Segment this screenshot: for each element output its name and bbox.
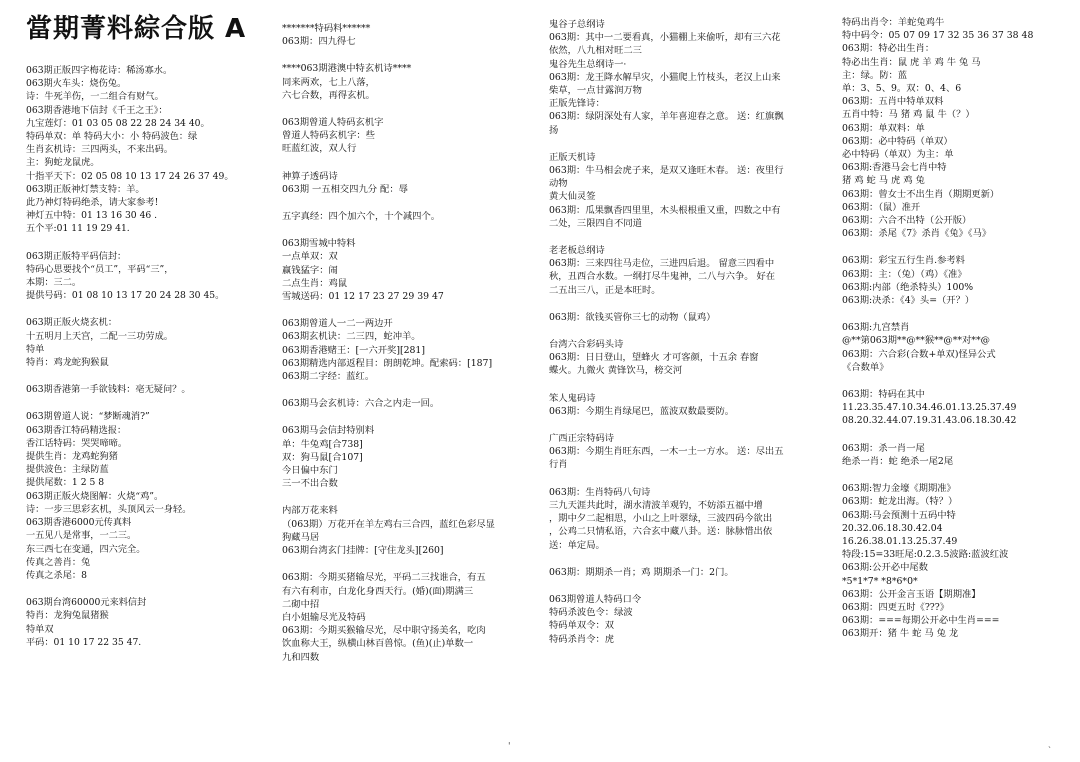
text-line: 063期香港赌王：[一六开奖][281] — [282, 344, 425, 356]
text-line: 063期台湾60000元来料信封 — [26, 597, 147, 609]
text-line: 饮血称大王，纵横山林百兽惊。(鱼)(止)单数一 — [282, 638, 474, 650]
text-block — [26, 250, 281, 303]
text-line: 063期：蛇龙出海。（特？） — [842, 496, 958, 508]
text-block — [842, 388, 1074, 428]
text-line: 063期：今期买猪输尽光，平码二三找谁合，有五 — [282, 572, 486, 584]
text-block — [549, 432, 831, 472]
text-block — [842, 482, 1074, 640]
text-line: 单：牛兔鸡[合738] — [282, 438, 363, 450]
column-1 — [26, 14, 281, 663]
text-line: 特肖：鸡龙蛇狗猴鼠 — [26, 357, 109, 369]
text-line: 行肖 — [549, 459, 568, 471]
text-line: 此乃神灯特码绝杀，请大家参考! — [26, 197, 159, 209]
page-title: 當期菁料綜合版 A — [26, 14, 247, 44]
text-line: 三一不出合数 — [282, 478, 338, 490]
text-line: 台湾六合彩码头诗 — [549, 339, 624, 351]
text-line: 狗藏马居 — [282, 531, 320, 543]
text-line: 有六有利市，白龙化身西天行。(婚)(面)期满三 — [282, 585, 474, 597]
text-line: 063期：生肖特码八句诗 — [549, 486, 651, 498]
text-line: 063期曾道人特码玄机字 — [282, 117, 384, 129]
text-line: 二点生肖：鸡鼠 — [282, 277, 348, 289]
text-line: 063期曾道人特码口令 — [549, 593, 642, 605]
text-block — [282, 571, 540, 663]
text-line: 063期台湾玄门挂牌：[守住龙头][260] — [282, 545, 444, 557]
text-line: 提供尾数：1 2 5 8 — [26, 477, 105, 489]
text-line: 双：狗马鼠[合107] — [282, 451, 363, 463]
text-line: 内部万花来料 — [282, 505, 338, 517]
text-line: 提供号码：01 08 10 13 17 20 24 28 30 45。 — [26, 290, 225, 302]
text-line: ，公鸡二只情私语，六合玄中藏八卦。送：脉脉惜出依 — [549, 526, 773, 538]
column-4 — [842, 16, 1074, 655]
text-line: 今日偏中东门 — [282, 465, 338, 477]
text-line: 曾道人特码玄机字：些 — [282, 130, 375, 142]
text-line: 063期：公开金言玉语【期期准】 — [842, 588, 981, 600]
text-line: 063期 一五相交四九分 配：辱 — [282, 183, 408, 195]
text-block — [26, 316, 281, 369]
text-line: 柴草，一点甘露润万物 — [549, 85, 642, 97]
text-line: 九和四数 — [282, 651, 320, 663]
text-line: 一点单双：双 — [282, 251, 338, 263]
text-line: 猪 鸡 蛇 马 虎 鸡 兔 — [842, 175, 925, 187]
text-line: 063期：彩宝五行生肖.参考料 — [842, 255, 965, 267]
text-block — [26, 64, 281, 236]
text-line: 黄大仙灵签 — [549, 191, 596, 203]
text-line: 063期：今期生肖旺东西，一木一土一方水。 送：尽出五 — [549, 446, 784, 458]
text-line: 神算子透码诗 — [282, 170, 338, 182]
text-line: 扬 — [549, 124, 559, 136]
text-line: 五个平:01 11 19 29 41. — [26, 223, 130, 235]
text-line: 特码单双令：双 — [549, 620, 615, 632]
text-line: 诗：牛死羊伤，一二组合有财气。 — [26, 91, 164, 103]
text-line: 063期：===每期公开必中生肖=== — [842, 615, 1000, 627]
text-block — [282, 397, 540, 410]
text-line: 二处，三限四自不同道 — [549, 217, 642, 229]
text-line: 063期香江特码精选报： — [26, 424, 127, 436]
text-line: 提供生肖：龙鸡蛇狗猪 — [26, 451, 118, 463]
text-block — [282, 317, 540, 383]
text-line: 正版先锋诗： — [549, 98, 605, 110]
text-block — [549, 311, 831, 324]
text-line: 063期:决杀：《4》头=（开？） — [842, 295, 975, 307]
text-line: 063期：单双料：单 — [842, 122, 925, 134]
text-line: 主：狗蛇龙鼠虎。 — [26, 157, 100, 169]
text-line: 063期：六合彩(合数+单双)怪异公式 — [842, 348, 996, 360]
text-line: 20.32.06.18.30.42.04 — [842, 522, 943, 534]
text-line: 063期马会信封特别料 — [282, 425, 375, 437]
text-line: 063期：绿阴深处有人家，羊年喜迎春之意。 送：红旗飘 — [549, 111, 784, 123]
text-line: 063期：特码在其中 — [842, 389, 925, 401]
text-line: 063期：杀尾《7》杀肖《兔》《马》 — [842, 228, 992, 240]
text-block — [282, 237, 540, 303]
text-block — [549, 18, 831, 137]
text-line: 063期：日日登山，望蜂火 才可客颜，十五余 春窗 — [549, 352, 759, 364]
text-line: 传真之杀尾：8 — [26, 569, 87, 581]
text-line: 九宝莲灯：01 03 05 08 22 28 24 34 40。 — [26, 117, 210, 129]
text-line: 正版天机诗 — [549, 151, 596, 163]
text-block — [26, 596, 281, 649]
text-line: 鬼谷子总纲诗 — [549, 19, 605, 30]
text-line: 特码心思要找个“员工”，平码“三”， — [26, 263, 174, 275]
text-line: 063期雪城中特料 — [282, 238, 356, 250]
text-line: 十五明月上天宫，二配一三功劳成。 — [26, 330, 173, 342]
text-line: 063期:内部（绝杀特头）100% — [842, 281, 974, 293]
text-line: 063期:马会预测十五码中特 — [842, 509, 956, 521]
text-line: 特肖：龙狗兔鼠猪猴 — [26, 610, 109, 622]
text-line: 雪城送码：01 12 17 23 27 29 39 47 — [282, 291, 444, 303]
text-line: 旺蓝红波，双人行 — [282, 143, 357, 155]
text-line: 赢钱猛字：闹 — [282, 264, 338, 276]
text-line: 特单 — [26, 343, 45, 355]
text-line: 十指平天下：02 05 08 10 13 17 24 26 37 49。 — [26, 170, 234, 182]
text-line: 063期：五肖中特单双料 — [842, 96, 944, 108]
text-line: 063期：欲钱买管你三七的动物（鼠鸡） — [549, 311, 716, 323]
text-block — [26, 383, 281, 396]
text-line: 063期：龙王降水解早灾，小猫爬上竹枝头，老汉上山来 — [549, 71, 781, 83]
text-line: 必中特码（单双）为主：单 — [842, 149, 954, 161]
text-line: 063期：四九得七 — [282, 36, 356, 48]
text-line: 动物 — [549, 178, 568, 190]
text-line: 063期曾道人一二一两边开 — [282, 318, 393, 330]
text-line: 063期:公开必中尾数 — [842, 562, 928, 574]
text-line: （063期）万花开在羊左鸡右三合四，蓝红色彩尽显 — [282, 518, 495, 530]
text-line: 063期：曾女士不出生肖（期期更新） — [842, 188, 1000, 200]
text-block — [282, 22, 540, 48]
text-line: 送：单定局。 — [549, 539, 605, 551]
text-block — [549, 338, 831, 378]
text-line: 同来两欢，七上八落， — [282, 76, 375, 88]
text-line: 063期:九宫禁肖 — [842, 322, 910, 334]
text-line: 063期开：猪 牛 蛇 马 兔 龙 — [842, 628, 959, 640]
text-line: 063期：特必出生肖： — [842, 43, 935, 55]
text-line: 063期曾道人说：“梦断魂消?” — [26, 411, 150, 423]
text-line: 063期火车头：烧伤兔。 — [26, 78, 127, 90]
text-line: 063期正版火烧玄机： — [26, 317, 118, 329]
scan-mark: ˎ — [1048, 739, 1051, 749]
text-line: ，期中夕二起相思，小山之上叶翠绿，三波四码今欲出 — [549, 513, 773, 525]
text-line: 一五见八是常事，一二三。 — [26, 530, 137, 542]
text-block — [549, 244, 831, 297]
text-line: 063期玄机诀：二三四，蛇冲羊。 — [282, 331, 421, 343]
text-line: 五肖中特：马 猪 鸡 鼠 牛（？） — [842, 109, 975, 121]
text-line: 笨人鬼码诗 — [549, 392, 596, 404]
text-line: 神灯五中特：01 13 16 30 46 . — [26, 210, 158, 222]
text-line: 063期：其中一二要看真，小猫棚上来偷听，却有三六花 — [549, 32, 781, 44]
text-block — [842, 442, 1074, 468]
text-line: 063期：三来四往马走位，三进四后退。 留意三四看中 — [549, 258, 775, 270]
text-line: 诗：一步三思彩玄机，头顶风云一身轻。 — [26, 503, 192, 515]
text-block — [282, 116, 540, 156]
text-line: @**第063期**@**猴**@**对**@ — [842, 335, 990, 347]
text-line: 063期：必中特码（单双） — [842, 135, 953, 147]
text-line: 三九天涯共此时，湖水清波羊观钓，不妨添五福中增 — [549, 499, 763, 511]
text-line: 绝杀一肖：蛇 绝杀一尾2尾 — [842, 455, 954, 467]
text-line: 广西正宗特码诗 — [549, 433, 615, 445]
text-line: 本期：三二。 — [26, 277, 82, 289]
text-line: 二五出三八，正是本旺时。 — [549, 284, 661, 296]
text-line: 主：绿。防：蓝 — [842, 69, 908, 81]
text-line: 063期：今期生肖绿尾巴，蓝波双数最要防。 — [549, 405, 735, 417]
text-line: 063期：牛马相会虎子来，是双又逢旺木春。 送：夜里行 — [549, 165, 784, 177]
text-line: 东三西七在变通，四六完全。 — [26, 543, 146, 555]
text-block — [282, 210, 540, 223]
text-line: 《合数单》 — [842, 361, 889, 373]
text-block — [842, 321, 1074, 374]
text-line: 063期马会玄机诗：六合之内走一回。 — [282, 398, 440, 410]
text-line: 063期香港第一手欲钱料：亳无疑问？。 — [26, 384, 191, 396]
text-block — [282, 62, 540, 102]
text-line: 平码：01 10 17 22 35 47. — [26, 636, 142, 648]
text-line: 063期:香港马会七肖中特 — [842, 162, 947, 174]
text-block — [26, 410, 281, 582]
text-line: 063期:智力金壕《期期准》 — [842, 483, 956, 495]
text-line: 063期精选内部返程目：朗朗乾坤。配索码：[187] — [282, 357, 493, 369]
text-block — [282, 424, 540, 490]
text-line: 063期香港地下信封《千王之王》： — [26, 104, 168, 116]
text-line: 特码出肖令：羊蛇兔鸡牛 — [842, 17, 945, 28]
text-line: 生肖玄机诗：三四两头，不来出码。 — [26, 144, 173, 156]
text-block — [549, 593, 831, 646]
text-line: 063期：杀一肖一尾 — [842, 442, 925, 454]
text-block — [549, 392, 831, 418]
text-line: 特码杀波色令：绿波 — [549, 607, 633, 619]
column-2 — [282, 22, 540, 678]
text-line: 063期正版特平码信封： — [26, 250, 127, 262]
text-block — [282, 504, 540, 557]
text-line: 特码单双：单 特码大小：小 特码波色：绿 — [26, 131, 198, 143]
text-line: 063期：期期杀一肖；鸡 期期杀一门：2门。 — [549, 566, 734, 578]
text-line: 二砌中招 — [282, 598, 320, 610]
text-line: 鬼谷先生总纲诗一· — [549, 58, 627, 70]
text-line: 香江话特码：哭哭啼啼。 — [26, 437, 128, 449]
text-line: *******特码料****** — [282, 23, 371, 34]
text-line: 特必出生肖：鼠 虎 羊 鸡 牛 兔 马 — [842, 56, 981, 68]
text-line: 白小姐输尽光及特码 — [282, 611, 366, 623]
text-block — [549, 566, 831, 579]
text-block — [282, 170, 540, 196]
text-line: 063期：主：（兔）（鸡）《准》 — [842, 268, 967, 280]
text-line: 11.23.35.47.10.34.46.01.13.25.37.49 — [842, 402, 1017, 414]
text-line: 063期：瓜果飘香四里里，木头根根重又重，四数之中有 — [549, 204, 781, 216]
text-block — [842, 16, 1074, 240]
text-line: ****063期港澳中特玄机诗**** — [282, 63, 412, 75]
text-line: 特单双 — [26, 623, 54, 635]
text-line: 传真之善肖：兔 — [26, 556, 91, 568]
text-line: 063期：今期买猴输尽光，尽中职守扬美名，吃肉 — [282, 625, 486, 637]
text-block — [549, 151, 831, 230]
text-line: 蝶火。九微火 黄锋饮马，榜交河 — [549, 365, 683, 377]
text-line: 依然，八九相对旺二三 — [549, 45, 642, 57]
text-line: 063期：（鼠）准开 — [842, 201, 921, 213]
text-line: 08.20.32.44.07.19.31.43.06.18.30.42 — [842, 415, 1017, 427]
text-line: 063期香港6000元传真料 — [26, 517, 132, 529]
text-line: 单：3、5、9。双：0、4、6 — [842, 83, 962, 95]
text-line: 老老板总纲诗 — [549, 245, 605, 257]
text-line: 提供波色：主绿防蓝 — [26, 464, 109, 476]
text-line: 五字真经：四个加六个，十个减四个。 — [282, 211, 441, 223]
text-line: 063期正版神灯禁支特：羊。 — [26, 183, 145, 195]
text-line: 063期：四更五时《???》 — [842, 601, 950, 613]
text-line: *5*1*7* *8*6*0* — [842, 575, 918, 587]
text-line: 063期正版四字梅花诗：稀汤寡水。 — [26, 65, 173, 76]
text-line: 16.26.38.01.13.25.37.49 — [842, 535, 958, 547]
column-3 — [549, 18, 831, 660]
text-line: 特码杀肖令：虎 — [549, 633, 615, 645]
text-line: 063期：六合不出特（公开版） — [842, 215, 972, 227]
text-block — [842, 254, 1074, 307]
text-line: 六七合数，再得玄机。 — [282, 89, 375, 101]
text-line: 063期二字经：蓝红。 — [282, 371, 375, 383]
text-line: 063期正版火烧图解：火烧“鸡”。 — [26, 490, 164, 502]
text-block — [549, 486, 831, 552]
scan-mark: ' — [508, 742, 511, 752]
text-line: 特段:15=33旺尾:0.2.3.5波路:蓝波红波 — [842, 549, 1009, 561]
text-line: 特中码令：05 07 09 17 32 35 36 37 38 48 — [842, 30, 1034, 42]
text-line: 秋，丑西合水数。一纲打尽牛鬼神，二八与六争。 好在 — [549, 271, 776, 283]
